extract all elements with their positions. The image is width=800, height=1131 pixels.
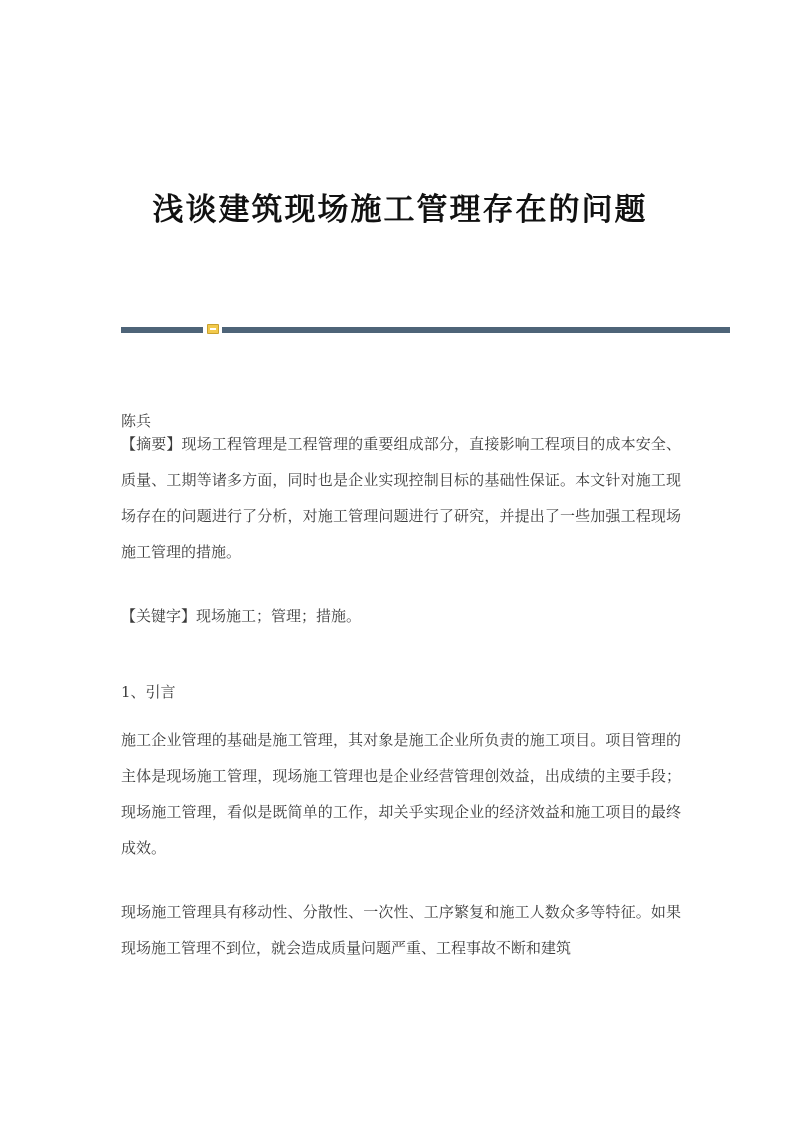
keywords-line: 【关键字】现场施工；管理；措施。 (121, 607, 362, 625)
body-paragraph: 现场施工管理具有移动性、分散性、一次性、工序繁复和施工人数众多等特征。如果现场施工管理不到位，就会造成质量问题严重、工程事故不断和建筑 (121, 903, 681, 957)
divider-bar-left (121, 327, 203, 333)
document-title: 浅谈建筑现场施工管理存在的问题 (152, 192, 648, 228)
divider-ornament-icon (207, 324, 219, 334)
abstract-paragraph: 【摘要】现场工程管理是工程管理的重要组成部分，直接影响工程项目的成本安全、质量、工期等诸多方面，同时也是企业实现控制目标的基础性保证。本文针对施工现场存在的问题进行了分析，对施工管理问题进行了研究，并提出了一些加强工程现场施工管理的措施。 (121, 435, 681, 561)
section-heading-intro: 1、引言 (121, 683, 176, 701)
author-name: 陈兵 (121, 412, 152, 430)
body-paragraph: 施工企业管理的基础是施工管理，其对象是施工企业所负责的施工项目。项目管理的主体是现场施工管理，现场施工管理也是企业经营管理创效益，出成绩的主要手段；现场施工管理，看似是既简单的工作，却关乎实现企业的经济效益和施工项目的最终成效。 (121, 731, 681, 857)
divider-bar-right (222, 327, 730, 333)
title-divider (121, 322, 730, 336)
